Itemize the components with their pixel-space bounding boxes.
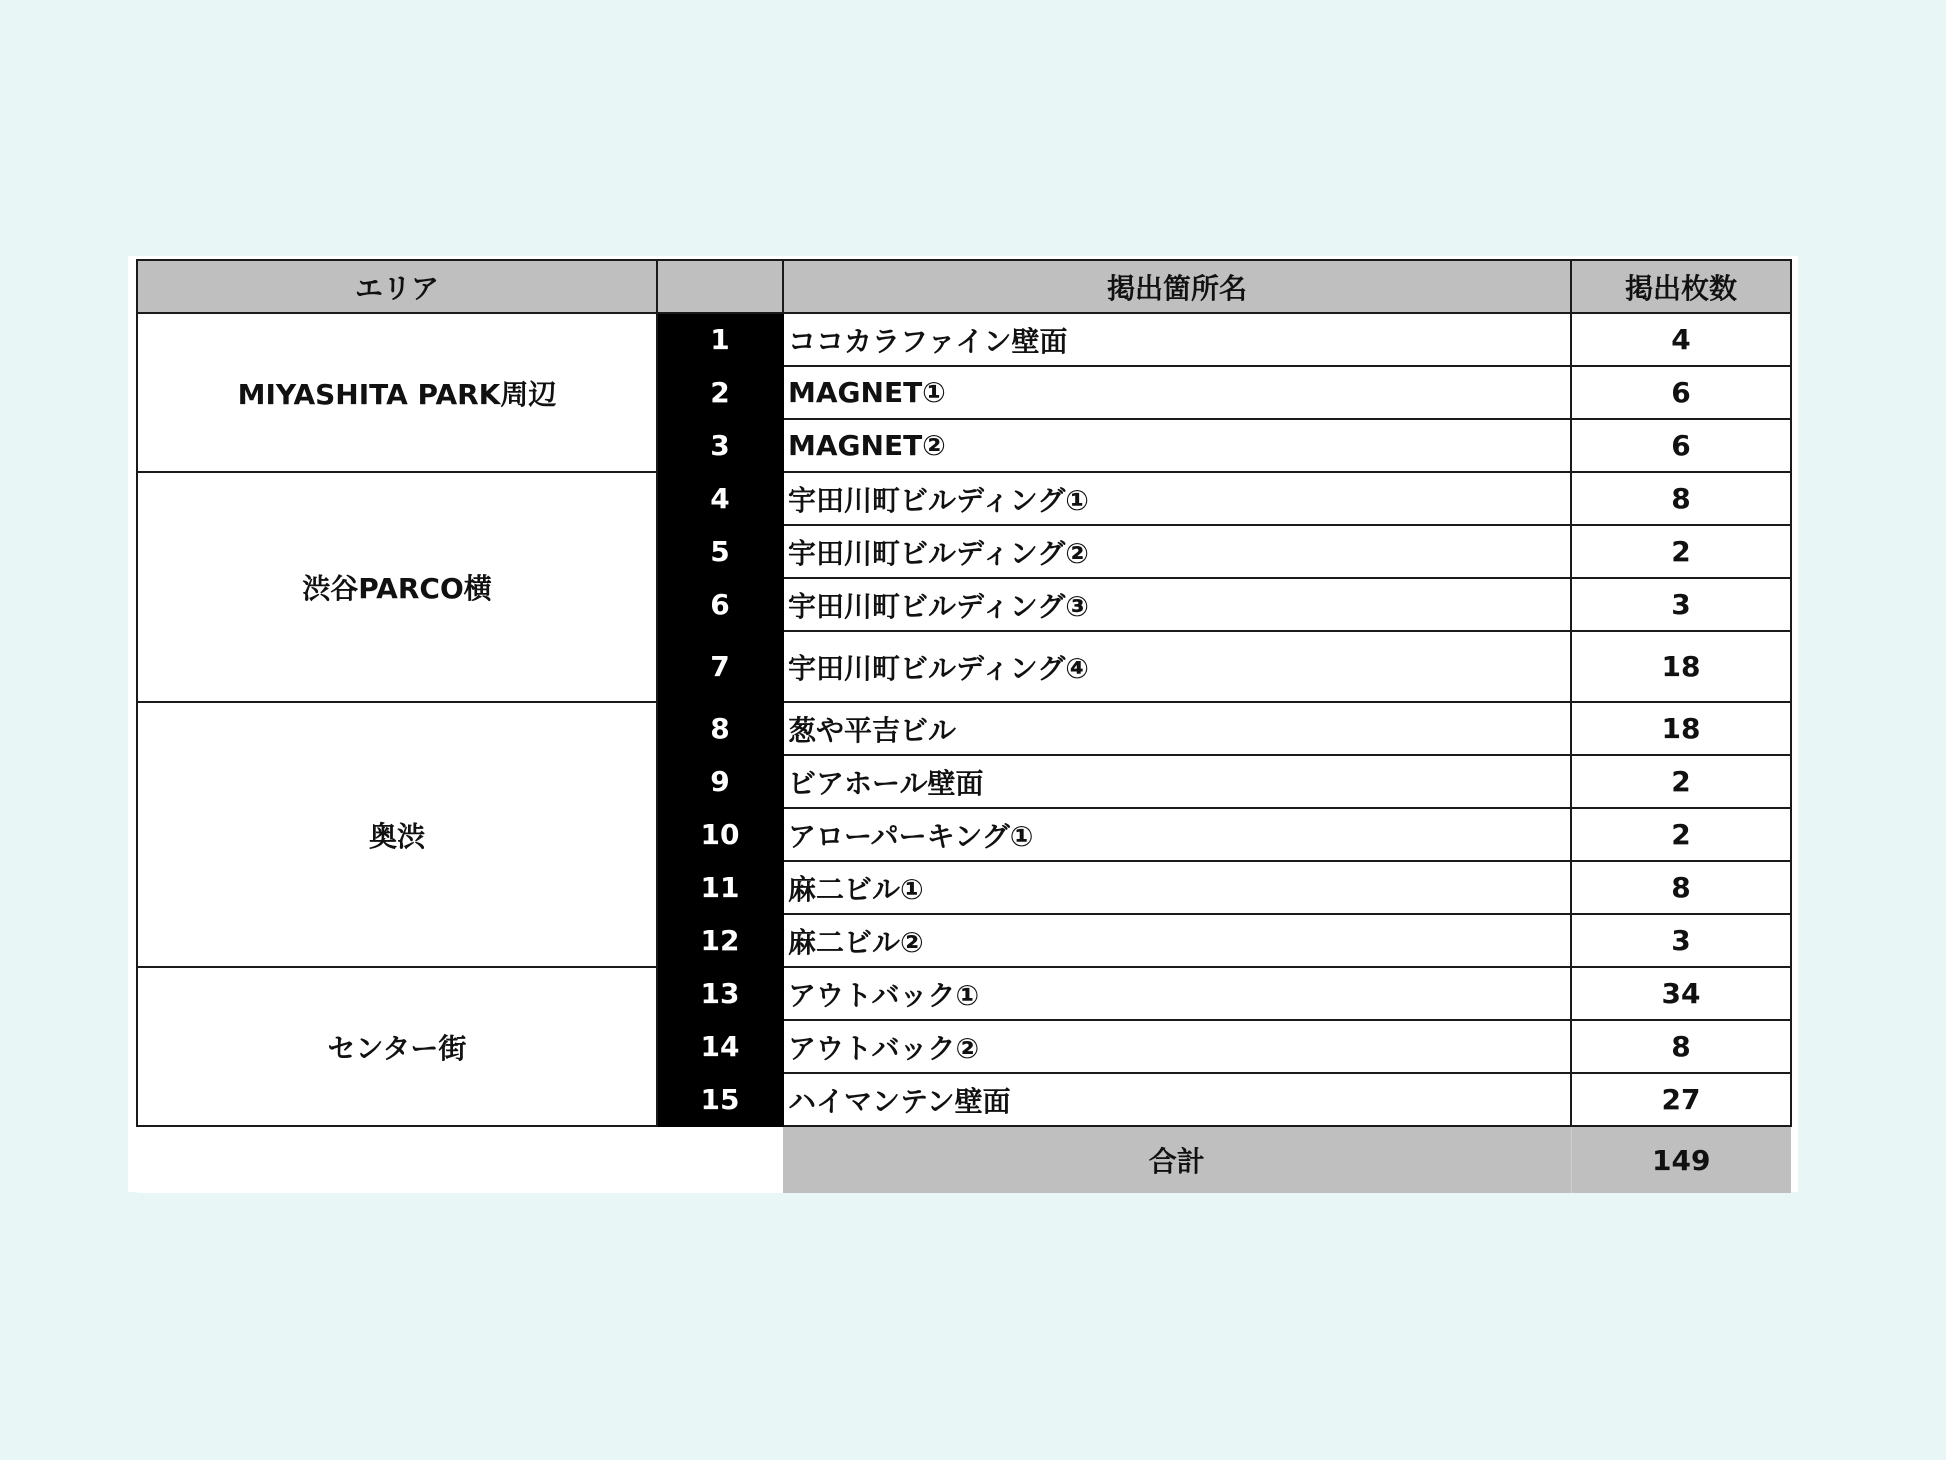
header-count: 掲出枚数 [1571,260,1791,313]
location-count: 8 [1571,861,1791,914]
location-name: アウトバック① [783,967,1571,1020]
row-number: 15 [657,1073,783,1126]
row-number: 2 [657,366,783,419]
location-count: 2 [1571,808,1791,861]
location-count: 2 [1571,755,1791,808]
row-number: 9 [657,755,783,808]
location-name: MAGNET① [783,366,1571,419]
row-number: 13 [657,967,783,1020]
location-name: ビアホール壁面 [783,755,1571,808]
table-row [137,313,1791,366]
location-name: 宇田川町ビルディング② [783,525,1571,578]
location-count: 8 [1571,1020,1791,1073]
location-name: MAGNET② [783,419,1571,472]
location-count: 4 [1571,313,1791,366]
location-count: 18 [1571,702,1791,755]
location-name: 宇田川町ビルディング④ [783,631,1571,702]
location-name: アウトバック② [783,1020,1571,1073]
row-number: 14 [657,1020,783,1073]
total-row [137,1126,1791,1193]
location-name: 麻二ビル① [783,861,1571,914]
total-blank-cell [137,1126,783,1193]
row-number: 6 [657,578,783,631]
location-name: 宇田川町ビルディング③ [783,578,1571,631]
table-row [137,472,1791,525]
header-area: エリア [137,260,657,313]
row-number: 8 [657,702,783,755]
location-count: 18 [1571,631,1791,702]
row-number: 7 [657,631,783,702]
location-name: 宇田川町ビルディング① [783,472,1571,525]
table-row [137,702,1791,755]
spreadsheet-sheet [128,256,1798,1192]
row-number: 4 [657,472,783,525]
row-number: 10 [657,808,783,861]
area-cell: MIYASHITA PARK周辺 [137,313,657,472]
area-cell: 渋谷PARCO横 [137,472,657,702]
area-cell: センター街 [137,967,657,1126]
location-count: 6 [1571,419,1791,472]
total-label: 合計 [783,1126,1571,1193]
row-number: 5 [657,525,783,578]
location-name: ハイマンテン壁面 [783,1073,1571,1126]
header-number [657,260,783,313]
location-count: 8 [1571,472,1791,525]
location-name: 麻二ビル② [783,914,1571,967]
location-count: 3 [1571,578,1791,631]
header-location: 掲出箇所名 [783,260,1571,313]
row-number: 11 [657,861,783,914]
placement-table [136,259,1792,1193]
area-cell: 奥渋 [137,702,657,967]
location-count: 6 [1571,366,1791,419]
total-value: 149 [1571,1126,1791,1193]
location-name: ココカラファイン壁面 [783,313,1571,366]
table-row [137,967,1791,1020]
location-name: アローパーキング① [783,808,1571,861]
location-name: 葱や平吉ビル [783,702,1571,755]
row-number: 3 [657,419,783,472]
row-number: 1 [657,313,783,366]
location-count: 34 [1571,967,1791,1020]
header-row [137,260,1791,313]
row-number: 12 [657,914,783,967]
location-count: 27 [1571,1073,1791,1126]
location-count: 2 [1571,525,1791,578]
location-count: 3 [1571,914,1791,967]
